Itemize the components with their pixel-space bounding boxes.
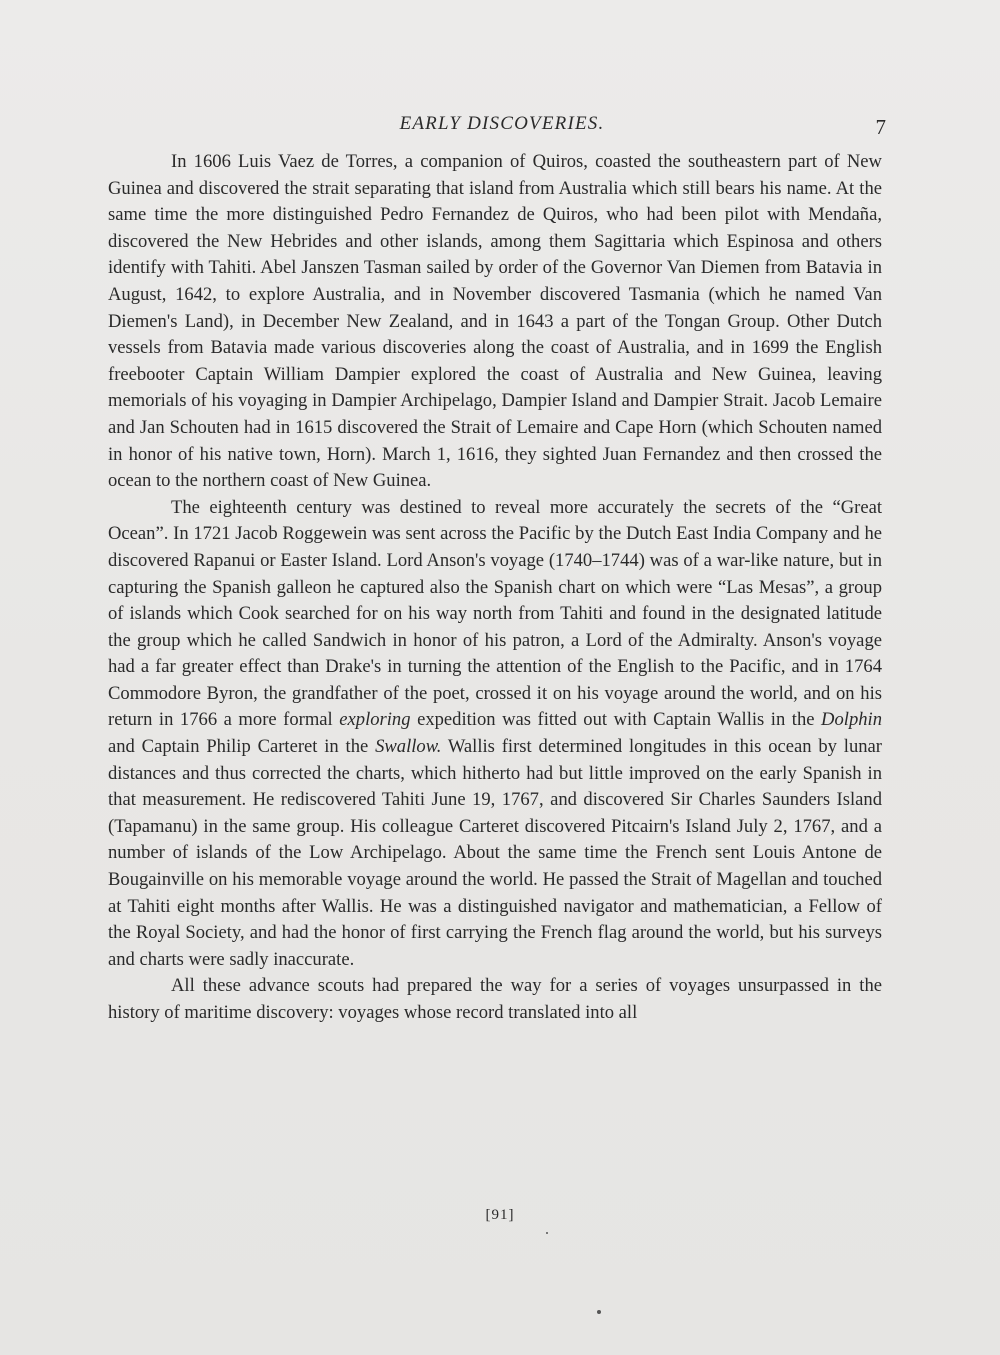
paragraph-1: In 1606 Luis Vaez de Torres, a companion of Quiros, coasted the southeastern part of New Guinea and discovered the strait separating that island from Australia which still bears his name. At the same time the more distinguished Pedro Fernandez de Quiros, who had been pilot with Mendaña, discovered the New Hebrides and other islands, among them Sagittaria which Espinosa and others identify with Tahiti. Abel Janszen Tasman sailed by order of the Governor Van Diemen from Batavia in August, 1642, to explore Australia, and in November discovered Tasmania (which he named Van Diemen's Land), in December New Zealand, and in 1643 a part of the Tongan Group. Other Dutch vessels from Batavia made various discoveries along the coast of Australia, and in 1699 the English freebooter Captain William Dampier explored the coast of Australia and New Guinea, leaving memorials of his voyaging in Dampier Archipelago, Dampier Island and Dampier Strait. Jacob Lemaire and Jan Schouten had in 1615 discovered the Strait of Lemaire and Cape Horn (which Schouten named in honor of his native town, Horn). March 1, 1616, they sighted Juan Fernandez and then crossed the ocean to the northern coast of New Guinea.	[108, 151, 882, 492]
paragraph-2	[108, 495, 882, 974]
page-number: 7	[875, 115, 886, 139]
running-head	[108, 113, 886, 143]
ink-speck	[597, 1310, 601, 1314]
ink-speck	[546, 1232, 548, 1234]
paragraph-2-part-2: expedition was fitted out with Captain Wallis in the	[410, 709, 822, 731]
ship-name-swallow: Swallow.	[375, 736, 442, 758]
paragraph-2-part-1: The eighteenth century was destined to reveal more accurately the secrets of the “Great Ocean”. In 1721 Jacob Roggewein was sent across the Pacific by the Dutch East India Company and he discovered Rapanui or Easter Island. Lord Anson's voyage (1740–1744) was of a war-like nature, but in capturing the Spanish galleon he captured also the Spanish chart on which were “Las Mesas”, a group of islands which Cook searched for on his way north from Tahiti and found in the designated latitude the group which he called Sandwich in honor of his patron, a Lord of the Admiralty. Anson's voyage had a far greater effect than Drake's in turning the attention of the English to the Pacific, and in 1764 Commodore Byron, the grandfather of the poet, crossed it on his voyage around the world, and on his return in 1766 a more formal	[108, 496, 882, 731]
paragraph-2-part-3: and Captain Philip Carteret in the	[108, 736, 376, 758]
ship-name-dolphin: Dolphin	[821, 709, 882, 731]
italic-exploring: exploring	[339, 709, 411, 731]
paragraph-2-part-4: Wallis first determined longitudes in this ocean by lunar distances and thus corrected the charts, which hitherto had but little improved on the early Spanish in that measurement. He rediscovered Tahiti June 19, 1767, and discovered Sir Charles Saunders Island (Tapamanu) in the same group. His colleague Carteret discovered Pitcairn's Island July 2, 1767, and a number of islands of the Low Archipelago. About the same time the French sent Louis Antone de Bougainville on his memorable voyage around the world. He passed the Strait of Magellan and touched at Tahiti eight months after Wallis. He was a distinguished navigator and mathematician, a Fellow of the Royal Society, and had the honor of first carrying the French flag around the world, but his surveys and charts were sadly inaccurate.	[108, 736, 882, 970]
folio-number: [91]	[485, 1207, 515, 1223]
running-title: EARLY DISCOVERIES.	[399, 113, 605, 134]
body-text	[108, 149, 882, 1027]
paragraph-3: All these advance scouts had prepared the way for a series of voyages unsurpassed in the history of maritime discovery: voyages whose record translated into all	[108, 975, 882, 1023]
